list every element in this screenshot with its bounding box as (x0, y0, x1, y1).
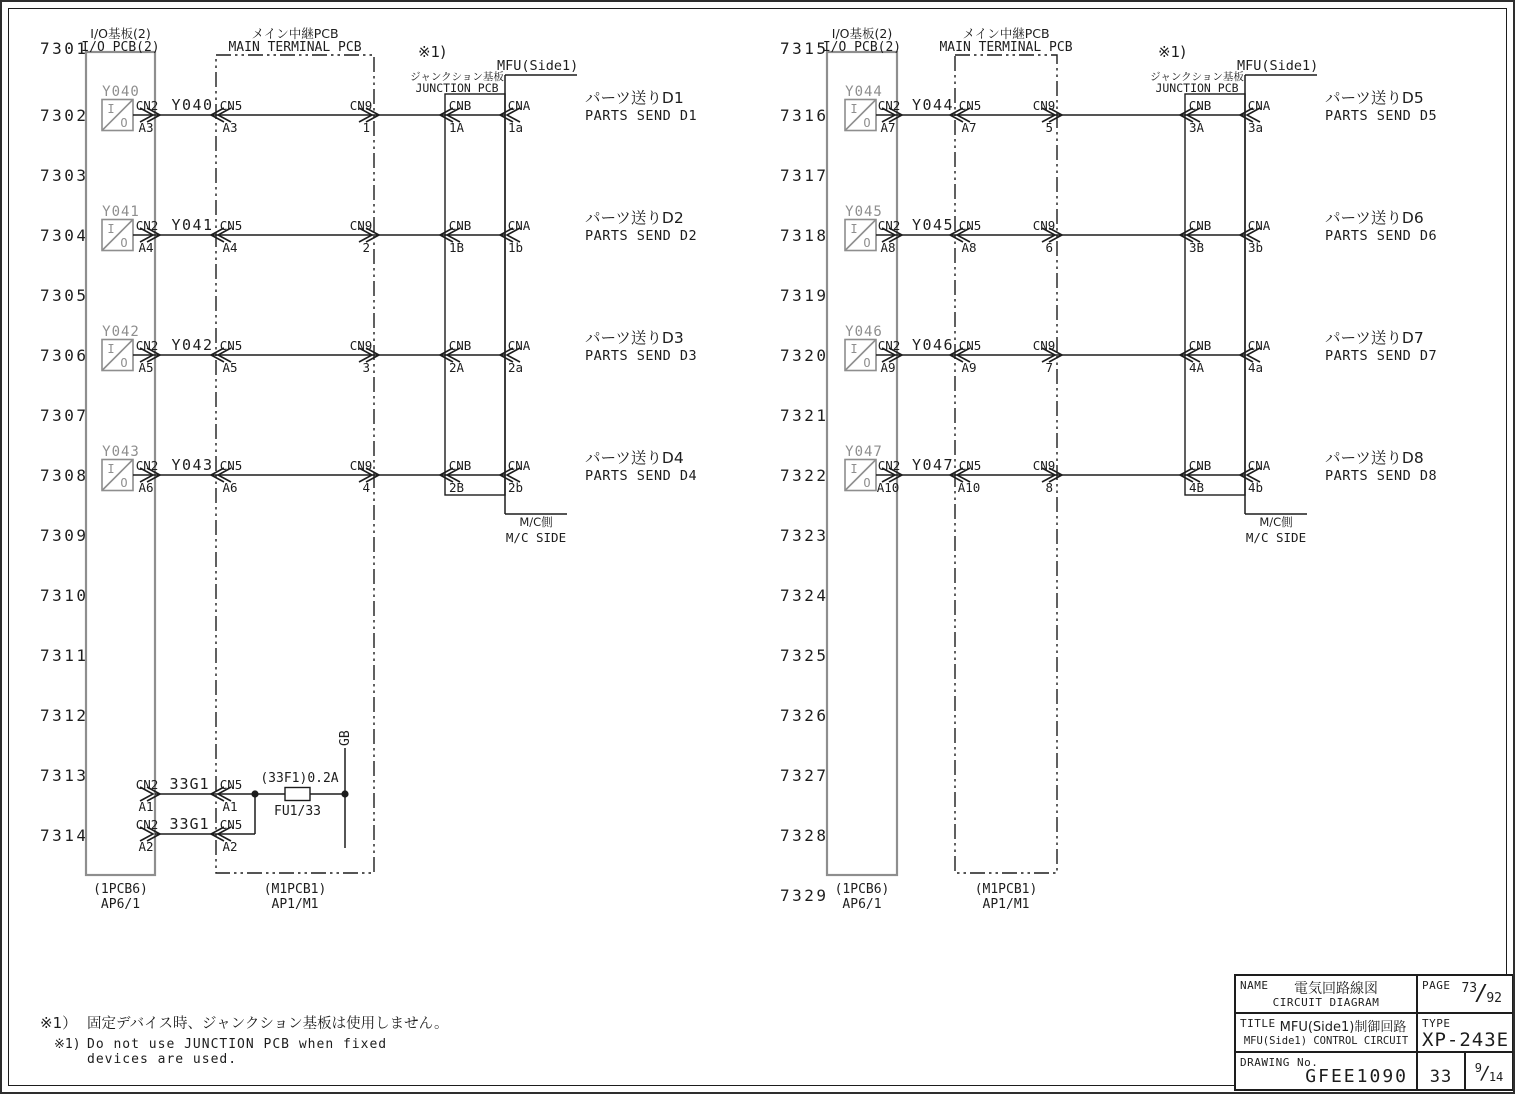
pin-label: 7 (1045, 360, 1053, 375)
document-name-jp: 電気回路線図 (1294, 981, 1378, 997)
connector-label-cnb: CNB (1188, 98, 1212, 113)
footnote-ref-jp: ※1） (40, 1014, 78, 1032)
pin-label: 1b (508, 240, 524, 255)
note-reference: ※1) (418, 43, 446, 61)
relay-label: Y046 (845, 324, 883, 340)
title-block (1234, 974, 1514, 1091)
pin-label: 3A (1189, 120, 1205, 135)
wire-number: 7325 (780, 646, 829, 665)
pin-label: 2A (449, 360, 465, 375)
pin-label: 2a (508, 360, 524, 375)
titleblock-sheet-cell (1418, 1053, 1466, 1089)
page-label: PAGE (1422, 979, 1451, 992)
wire-signal-label: Y041 (171, 216, 214, 234)
fuse-symbol (285, 788, 310, 801)
wire-signal-label: Y046 (911, 336, 955, 354)
wire-number: 7311 (40, 646, 89, 665)
connector-label-cnb: CNB (448, 218, 472, 233)
pin-label: A2 (138, 839, 154, 854)
title-label: TITLE (1240, 1017, 1276, 1030)
connector-label-cn9: CN9 (349, 458, 373, 473)
row-label-en: PARTS SEND D8 (1325, 468, 1438, 484)
footnote-text-jp: 固定デバイス時、ジャンクション基板は使用しません。 (87, 1016, 449, 1032)
document-name-en: CIRCUIT DIAGRAM (1272, 996, 1380, 1009)
wire-signal-label: Y043 (171, 456, 214, 474)
connector-label-cn9: CN9 (349, 338, 373, 353)
connector-label-cn9: CN9 (349, 218, 373, 233)
junction-pcb-header-en: JUNCTION PCB (415, 81, 499, 95)
footnote-ref-en: ※1) (54, 1037, 81, 1052)
wire-number: 7316 (780, 106, 829, 125)
wire-number: 7314 (40, 826, 89, 845)
pin-label: 4a (1248, 360, 1264, 375)
wire-number: 7317 (780, 166, 829, 185)
row-label-en: PARTS SEND D4 (585, 468, 698, 484)
main-pcb-header-en: MAIN TERMINAL PCB (228, 40, 362, 55)
connector-label-cn2: CN2 (135, 218, 159, 233)
connector-label-cna: CNA (1247, 218, 1271, 233)
io-device-letter-i: I (107, 222, 115, 236)
main-pcb-footer-en: AP1/M1 (982, 897, 1030, 912)
pin-label: 1 (362, 120, 370, 135)
pin-label: A1 (138, 799, 154, 814)
connector-label-cn9: CN9 (1032, 98, 1056, 113)
pin-label: 1A (449, 120, 465, 135)
wire-signal-label: Y044 (911, 96, 955, 114)
connector-label-cn2: CN2 (135, 777, 159, 792)
wire-number: 7321 (780, 406, 829, 425)
footnote-text-en-line1: Do not use JUNCTION PCB when fixed (87, 1037, 388, 1052)
fuse-rating-label: (33F1)0.2A (260, 771, 339, 786)
connector-label-cnb: CNB (1188, 458, 1212, 473)
sheet-title-en: MFU(Side1) CONTROL CIRCUIT (1243, 1035, 1409, 1047)
wire-number: 7306 (40, 346, 89, 365)
junction-pcb-box (1185, 94, 1245, 495)
mc-side-label-en: M/C SIDE (505, 530, 567, 545)
connector-label-cn5: CN5 (219, 218, 243, 233)
drawing-no-label: DRAWING No. (1240, 1056, 1319, 1069)
mfu-side-label: MFU(Side1) (1237, 58, 1319, 74)
main-pcb-header-jp: メイン中継PCB (962, 26, 1050, 41)
connector-label-cn2: CN2 (135, 817, 159, 832)
row-label-en: PARTS SEND D1 (585, 108, 698, 124)
machine-type: XP-243E (1422, 1029, 1510, 1051)
main-pcb-footer-jp: (M1PCB1) (263, 882, 327, 897)
titleblock-type-cell (1418, 1014, 1512, 1053)
relay-label: Y040 (102, 84, 140, 100)
pin-label: 2b (508, 480, 524, 495)
connector-label-cnb: CNB (1188, 338, 1212, 353)
row-label-jp: パーツ送りD1 (585, 89, 684, 107)
pin-label: 2 (362, 240, 370, 255)
ground-signal-label: 33G1 (169, 815, 210, 833)
row-label-en: PARTS SEND D2 (585, 228, 698, 244)
relay-label: Y043 (102, 444, 140, 460)
io-pcb-header-jp: I/O基板(2) (831, 26, 893, 41)
connector-label-cn5: CN5 (219, 777, 243, 792)
wire-number: 7323 (780, 526, 829, 545)
wire-number: 7310 (40, 586, 89, 605)
pin-label: A9 (880, 360, 896, 375)
io-pcb-header-jp: I/O基板(2) (90, 26, 151, 41)
connector-label-cna: CNA (1247, 338, 1271, 353)
connector-label-cna: CNA (507, 218, 531, 233)
junction-pcb-header-jp: ジャンクション基板 (1150, 71, 1244, 83)
junction-pcb-header-en: JUNCTION PCB (1155, 81, 1239, 95)
note-reference: ※1) (1158, 43, 1186, 61)
pin-label: 4A (1189, 360, 1205, 375)
type-label: TYPE (1422, 1017, 1451, 1030)
connector-label-cn2: CN2 (877, 98, 901, 113)
relay-label: Y047 (845, 444, 883, 460)
connector-label-cn5: CN5 (958, 218, 982, 233)
row-label-jp: パーツ送りD3 (585, 329, 684, 347)
pin-label: A8 (961, 240, 977, 255)
connector-label-cna: CNA (1247, 98, 1271, 113)
pin-label: 3b (1248, 240, 1264, 255)
pin-label: 3 (362, 360, 370, 375)
io-device-letter-i: I (850, 222, 858, 236)
pin-label: 4b (1248, 480, 1264, 495)
connector-label-cn9: CN9 (1032, 218, 1056, 233)
wire-signal-label: Y047 (911, 456, 955, 474)
titleblock-name-cell (1236, 976, 1418, 1014)
wire-number: 7328 (780, 826, 829, 845)
footnote-text-en-line2: devices are used. (87, 1052, 238, 1067)
row-label-jp: パーツ送りD6 (1325, 209, 1424, 227)
io-device-letter-o: O (120, 356, 128, 370)
pin-label: 1B (449, 240, 465, 255)
pin-label: 5 (1045, 120, 1053, 135)
pin-label: A3 (138, 120, 154, 135)
connector-label-cn2: CN2 (877, 458, 901, 473)
wire-number: 7302 (40, 106, 89, 125)
pin-label: 3a (1248, 120, 1264, 135)
connector-label-cn5: CN5 (958, 98, 982, 113)
row-label-jp: パーツ送りD2 (585, 209, 684, 227)
connector-label-cna: CNA (507, 338, 531, 353)
connector-label-cn2: CN2 (135, 98, 159, 113)
connector-label-cna: CNA (1247, 458, 1271, 473)
pin-label: A1 (222, 799, 238, 814)
connector-label-cn5: CN5 (958, 338, 982, 353)
mc-side-label-jp: M/C側 (519, 515, 553, 529)
io-device-letter-o: O (120, 476, 128, 490)
connector-label-cna: CNA (507, 458, 531, 473)
main-pcb-header-en: MAIN TERMINAL PCB (939, 40, 1073, 55)
pin-label: A4 (222, 240, 238, 255)
wire-number: 7319 (780, 286, 829, 305)
sheet-fraction: $^9$∕14 (1474, 1061, 1504, 1084)
mc-side-label-en: M/C SIDE (1245, 530, 1307, 545)
mfu-side-label: MFU(Side1) (497, 58, 579, 74)
connector-label-cnb: CNB (448, 458, 472, 473)
io-pcb-header-en: I/O PCB(2) (822, 40, 902, 55)
titleblock-drawing-cell (1236, 1053, 1418, 1089)
connector-label-cn5: CN5 (219, 458, 243, 473)
io-device-letter-o: O (863, 236, 871, 250)
wire-signal-label: Y040 (171, 96, 214, 114)
pin-label: A7 (961, 120, 977, 135)
connector-label-cn5: CN5 (219, 338, 243, 353)
name-label: NAME (1240, 979, 1269, 992)
sheet-title-jp: MFU(Side1)制御回路 (1279, 1020, 1407, 1035)
row-label-en: PARTS SEND D5 (1325, 108, 1438, 124)
io-device-letter-i: I (107, 102, 115, 116)
gb-bus-label: GB (338, 730, 353, 746)
ground-signal-label: 33G1 (169, 775, 210, 793)
wire-number: 7326 (780, 706, 829, 725)
connector-label-cn2: CN2 (877, 338, 901, 353)
pin-label: 4B (1189, 480, 1205, 495)
pin-label: A5 (138, 360, 154, 375)
io-device-letter-i: I (850, 462, 858, 476)
connector-label-cnb: CNB (448, 338, 472, 353)
wire-number: 7309 (40, 526, 89, 545)
io-device-letter-i: I (850, 102, 858, 116)
titleblock-page-cell (1418, 976, 1512, 1014)
relay-label: Y045 (845, 204, 883, 220)
connector-label-cn9: CN9 (1032, 458, 1056, 473)
pin-label: 4 (362, 480, 370, 495)
junction-pcb-header-jp: ジャンクション基板 (410, 71, 504, 83)
pin-label: 2B (449, 480, 465, 495)
wire-number: 7303 (40, 166, 89, 185)
row-label-jp: パーツ送りD4 (585, 449, 684, 467)
connector-label-cn9: CN9 (1032, 338, 1056, 353)
connector-label-cn2: CN2 (877, 218, 901, 233)
circuit-diagram (2, 2, 1515, 1094)
wire-number: 7315 (780, 39, 829, 58)
footnote-block (40, 1006, 460, 1076)
row-label-en: PARTS SEND D3 (585, 348, 698, 364)
relay-label: Y044 (845, 84, 883, 100)
pin-label: A4 (138, 240, 154, 255)
pin-label: A7 (880, 120, 896, 135)
pin-label: A10 (876, 480, 900, 495)
io-pcb-footer-en: AP6/1 (842, 897, 882, 912)
io-device-letter-o: O (863, 476, 871, 490)
page-number: $^{73}$∕92 (1461, 981, 1502, 1006)
io-device-letter-o: O (120, 236, 128, 250)
io-pcb-footer-jp: (1PCB6) (93, 882, 148, 897)
connector-label-cnb: CNB (448, 98, 472, 113)
pin-label: A6 (222, 480, 238, 495)
wire-number: 7329 (780, 886, 829, 905)
pin-label: 1a (508, 120, 524, 135)
pin-label: A8 (880, 240, 896, 255)
connector-label-cn5: CN5 (219, 98, 243, 113)
wire-signal-label: Y042 (171, 336, 214, 354)
io-device-letter-o: O (863, 356, 871, 370)
main-pcb-footer-en: AP1/M1 (271, 897, 319, 912)
relay-label: Y041 (102, 204, 140, 220)
wire-number: 7304 (40, 226, 89, 245)
pin-label: A2 (222, 839, 238, 854)
drawing-number: GFEE1090 (1305, 1066, 1408, 1087)
wire-number: 7312 (40, 706, 89, 725)
pin-label: 6 (1045, 240, 1053, 255)
io-device-letter-i: I (107, 342, 115, 356)
wire-number: 7308 (40, 466, 89, 485)
wire-number: 7301 (40, 39, 89, 58)
wire-signal-label: Y045 (911, 216, 955, 234)
mc-side-label-jp: M/C側 (1259, 515, 1293, 529)
io-device-letter-o: O (120, 116, 128, 130)
junction-dot (251, 790, 258, 797)
wire-number: 7320 (780, 346, 829, 365)
row-label-jp: パーツ送りD5 (1325, 89, 1424, 107)
wire-number: 7322 (780, 466, 829, 485)
row-label-en: PARTS SEND D7 (1325, 348, 1438, 364)
main-pcb-footer-jp: (M1PCB1) (974, 882, 1038, 897)
io-device-letter-o: O (863, 116, 871, 130)
wire-number: 7307 (40, 406, 89, 425)
fuse-name-label: FU1/33 (274, 804, 321, 819)
connector-label-cn5: CN5 (219, 817, 243, 832)
pin-label: A6 (138, 480, 154, 495)
wire-number: 7327 (780, 766, 829, 785)
connector-label-cnb: CNB (1188, 218, 1212, 233)
relay-label: Y042 (102, 324, 140, 340)
pin-label: A3 (222, 120, 238, 135)
pin-label: 8 (1045, 480, 1053, 495)
io-pcb-footer-jp: (1PCB6) (834, 882, 890, 897)
wire-number: 7305 (40, 286, 89, 305)
io-device-letter-i: I (107, 462, 115, 476)
pin-label: 3B (1189, 240, 1205, 255)
row-label-jp: パーツ送りD7 (1325, 329, 1424, 347)
pin-label: A9 (961, 360, 977, 375)
pin-label: A5 (222, 360, 238, 375)
io-pcb-footer-en: AP6/1 (100, 897, 141, 912)
junction-pcb-box (445, 94, 505, 495)
wire-number: 7313 (40, 766, 89, 785)
titleblock-title-cell (1236, 1014, 1418, 1053)
row-label-en: PARTS SEND D6 (1325, 228, 1438, 244)
main-pcb-header-jp: メイン中継PCB (251, 26, 339, 41)
io-pcb-header-en: I/O PCB(2) (81, 40, 160, 55)
connector-label-cn9: CN9 (349, 98, 373, 113)
pin-label: A10 (957, 480, 981, 495)
row-label-jp: パーツ送りD8 (1325, 449, 1424, 467)
connector-label-cna: CNA (507, 98, 531, 113)
connector-label-cn5: CN5 (958, 458, 982, 473)
sheet-number: 33 (1429, 1067, 1453, 1087)
connector-label-cn2: CN2 (135, 458, 159, 473)
io-device-letter-i: I (850, 342, 858, 356)
wire-number: 7324 (780, 586, 829, 605)
titleblock-sheetfrac-cell (1466, 1053, 1512, 1089)
connector-label-cn2: CN2 (135, 338, 159, 353)
wire-number: 7318 (780, 226, 829, 245)
